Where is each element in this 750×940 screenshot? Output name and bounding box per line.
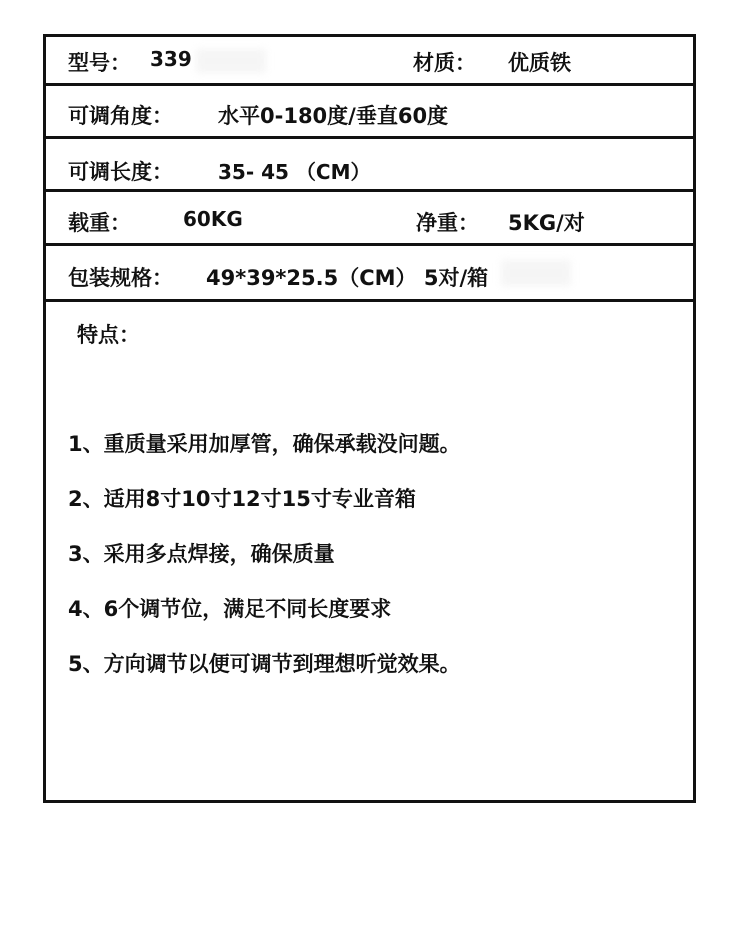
blurred-region	[501, 260, 571, 286]
model-label: 型号：	[68, 51, 131, 75]
row-model-material	[46, 37, 693, 86]
blurred-region	[196, 49, 266, 73]
spec-sheet	[43, 34, 696, 803]
row-angle	[46, 86, 693, 139]
package-value: 49*39*25.5（CM） 5对/箱	[206, 266, 489, 290]
package-label: 包装规格：	[68, 266, 173, 290]
features-title: 特点：	[77, 323, 140, 347]
material-value: 优质铁	[508, 51, 571, 75]
list-item: 1、重质量采用加厚管，确保承载没问题。	[68, 432, 461, 456]
load-label: 载重：	[68, 211, 131, 235]
list-item: 2、适用8寸10寸12寸15寸专业音箱	[68, 487, 416, 511]
list-item: 4、6个调节位，满足不同长度要求	[68, 597, 392, 621]
angle-value: 水平0-180度/垂直60度	[218, 104, 449, 128]
list-item: 5、方向调节以便可调节到理想听觉效果。	[68, 652, 461, 676]
net-weight-label: 净重：	[416, 211, 479, 235]
list-item: 3、采用多点焊接，确保质量	[68, 542, 335, 566]
row-length	[46, 139, 693, 192]
row-load-weight	[46, 192, 693, 246]
length-value: 35- 45 （CM）	[218, 160, 371, 184]
row-package	[46, 246, 693, 302]
material-label: 材质：	[413, 51, 476, 75]
model-value: 339	[150, 47, 192, 71]
net-weight-value: 5KG/对	[508, 211, 585, 235]
features-list	[68, 428, 461, 703]
length-label: 可调长度：	[68, 160, 173, 184]
load-value: 60KG	[183, 207, 243, 231]
features-section	[46, 302, 693, 800]
angle-label: 可调角度：	[68, 104, 173, 128]
